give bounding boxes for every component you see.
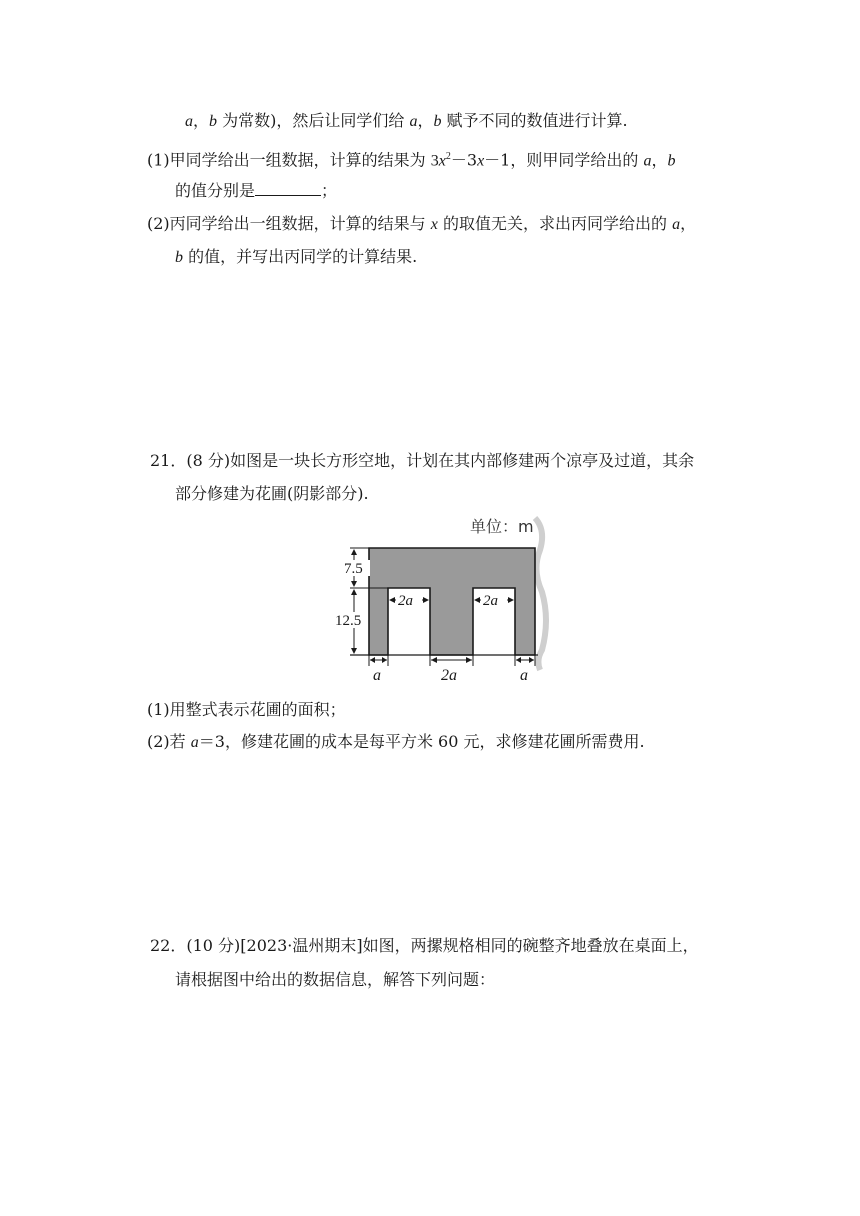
bottom-mid-label: 2a bbox=[441, 667, 457, 684]
q20-part2-line2: b 的值，并写出丙同学的计算结果. bbox=[175, 247, 418, 266]
q22-header: 22．(10 分)[2023·温州期末]如图，两摞规格相同的碗整齐地叠放在桌面上， bbox=[150, 936, 699, 955]
garden-figure bbox=[330, 510, 560, 685]
q20-continuation-line: a，b 为常数)，然后让同学们给 a，b 赋予不同的数值进行计算. bbox=[185, 111, 628, 130]
answer-blank[interactable] bbox=[255, 181, 321, 196]
q21-part2: (2)若 a＝3，修建花圃的成本是每平方米 60 元，求修建花圃所需费用. bbox=[147, 732, 645, 751]
page-edge-shadow bbox=[535, 518, 546, 670]
q21-header: 21．(8 分)如图是一块长方形空地，计划在其内部修建两个凉亭及过道，其余 bbox=[150, 451, 695, 470]
dim-label-top: 7.5 bbox=[344, 561, 363, 577]
unit-label: 单位：m bbox=[470, 517, 534, 536]
q20-part1-line2: 的值分别是 ； bbox=[175, 181, 338, 200]
bottom-right-label: a bbox=[520, 667, 528, 684]
q22-header-line2: 请根据图中给出的数据信息，解答下列问题： bbox=[175, 970, 496, 989]
q20-part2-line1: (2)丙同学给出一组数据，计算的结果与 x 的取值无关，求出丙同学给出的 a， bbox=[147, 214, 697, 233]
q21-part1: (1)用整式表示花圃的面积； bbox=[147, 700, 346, 719]
q21-header-line2: 部分修建为花圃(阴影部分). bbox=[175, 484, 369, 503]
door2-label: 2a bbox=[483, 593, 498, 609]
door1-label: 2a bbox=[398, 593, 413, 609]
bottom-left-label: a bbox=[373, 667, 381, 684]
dim-label-mid: 12.5 bbox=[335, 613, 362, 629]
q20-part1-line1: (1)甲同学给出一组数据，计算的结果为 $3x^2-3x-1$，则甲同学给出的 a，b bbox=[147, 150, 676, 170]
